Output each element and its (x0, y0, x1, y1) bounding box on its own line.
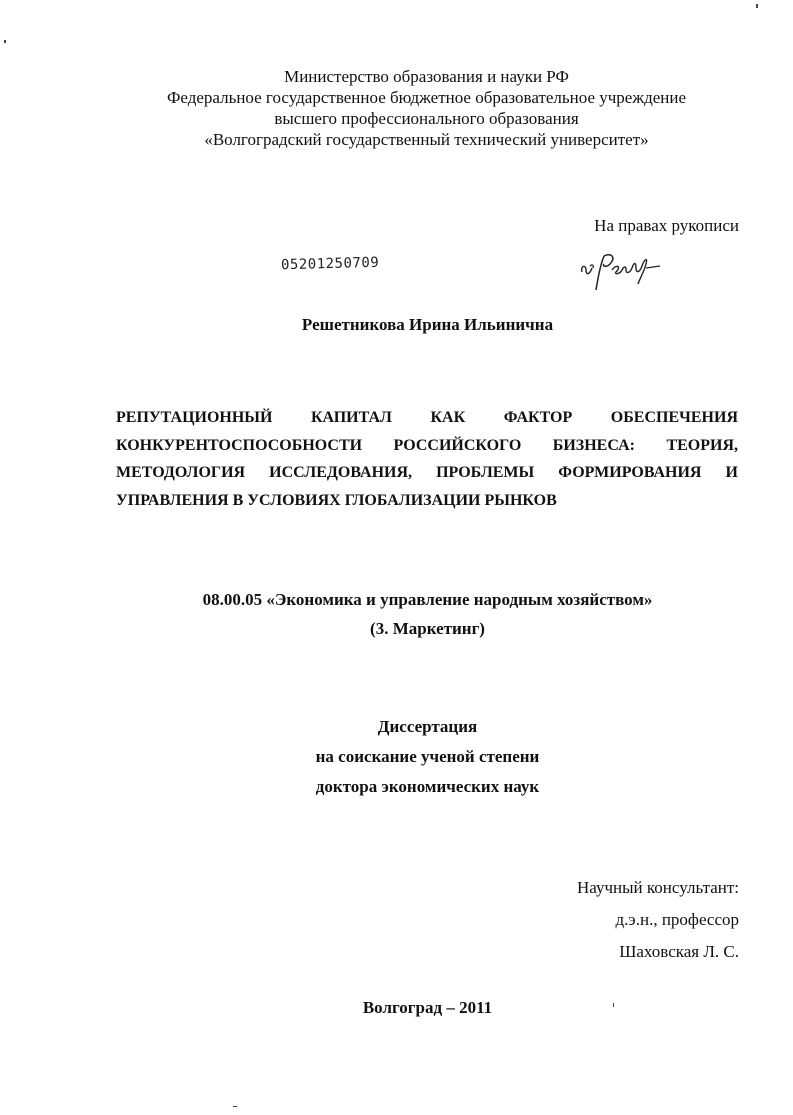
specialty-block (0, 585, 793, 643)
title-line: КОНКУРЕНТОСПОСОБНОСТИ РОССИЙСКОГО БИЗНЕСА: ТЕОРИЯ, (116, 436, 738, 454)
specialty-branch: (3. Маркетинг) (370, 619, 485, 638)
title-line: УПРАВЛЕНИЯ В УСЛОВИЯХ ГЛОБАЛИЗАЦИИ РЫНКОВ (116, 491, 557, 509)
registration-number-stamp: 05201250709 (280, 254, 380, 274)
consultant-name: Шаховская Л. С. (619, 942, 739, 961)
institution-header (0, 66, 793, 150)
consultant-credentials: д.э.н., профессор (615, 910, 739, 929)
ministry-line: Министерство образования и науки РФ (284, 67, 569, 86)
consultant-label: Научный консультант: (577, 878, 739, 897)
author-name: Решетникова Ирина Ильинична (301, 315, 554, 334)
manuscript-rights-note: На правах рукописи (594, 216, 739, 235)
institution-type-line: Федеральное государственное бюджетное образовательное учреждение (166, 88, 687, 107)
scan-speck (4, 40, 6, 43)
degree-name: доктора экономических наук (315, 777, 540, 796)
scan-speck (233, 1106, 237, 1107)
document-type: Диссертация (377, 717, 478, 736)
scan-speck (756, 4, 758, 8)
scientific-consultant-block (577, 872, 739, 968)
dissertation-title (116, 404, 738, 514)
title-line: РЕПУТАЦИОННЫЙ КАПИТАЛ КАК ФАКТОР ОБЕСПЕЧЕНИЯ (116, 409, 738, 426)
dissertation-degree-block (0, 712, 793, 802)
university-name-line: «Волгоградский государственный технический университет» (204, 130, 649, 149)
title-line: МЕТОДОЛОГИЯ ИССЛЕДОВАНИЯ, ПРОБЛЕМЫ ФОРМИРОВАНИЯ И (116, 464, 738, 481)
education-level-line: высшего профессионального образования (274, 109, 579, 128)
author-signature (576, 244, 666, 294)
signature-icon (576, 244, 666, 294)
city-year: Волгоград – 2011 (362, 998, 493, 1017)
specialty-code: 08.00.05 «Экономика и управление народным хозяйством» (202, 590, 653, 609)
degree-purpose: на соискание ученой степени (315, 747, 540, 766)
